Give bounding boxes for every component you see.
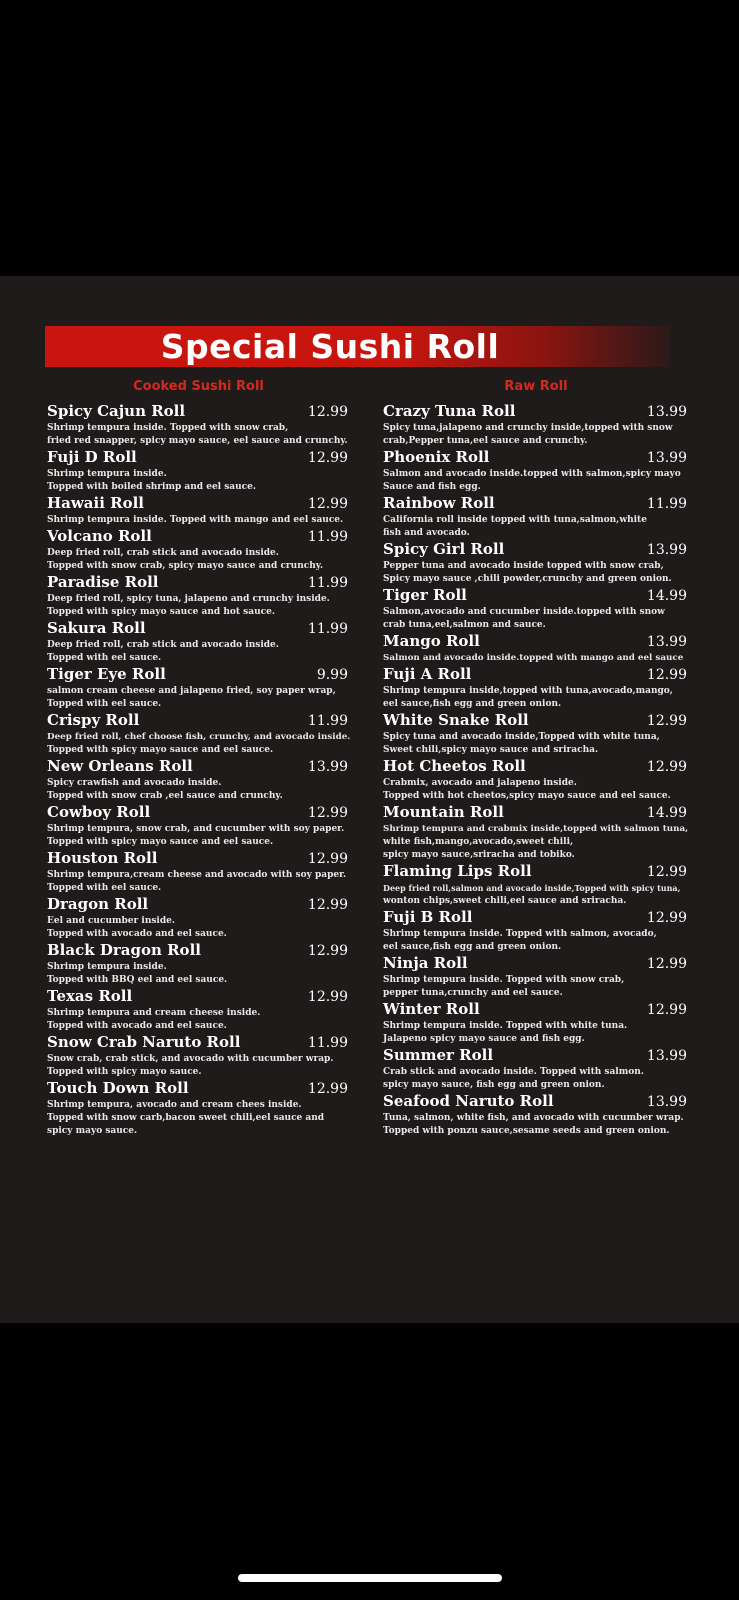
menu-item-description: Topped with boiled shrimp and eel sauce. <box>47 482 256 492</box>
menu-item-header <box>47 402 350 422</box>
menu-item-price: 12.99 <box>646 713 687 729</box>
menu-item-description: Spicy mayo sauce ,chili powder,crunchy and green onion. <box>383 574 672 584</box>
menu-item-description: spicy mayo sauce, fish egg and green onion. <box>383 1080 605 1090</box>
menu-item-name: Rainbow Roll <box>383 494 495 512</box>
menu-item-header <box>47 448 350 468</box>
menu-item-name: Crispy Roll <box>47 711 140 729</box>
menu-item-name: Ninja Roll <box>383 954 468 972</box>
menu-item-header <box>47 941 350 961</box>
menu-item-name: Hot Cheetos Roll <box>383 757 526 775</box>
menu-item-name: Tiger Eye Roll <box>47 665 166 683</box>
menu-item <box>47 527 350 573</box>
menu-item-price: 12.99 <box>646 910 687 926</box>
menu-item-price: 13.99 <box>646 404 687 420</box>
menu-item-description: Crabmix, avocado and jalapeno inside. <box>383 778 577 788</box>
menu-item-name: Flaming Lips Roll <box>383 862 532 880</box>
menu-item <box>47 757 350 803</box>
menu-item-name: Texas Roll <box>47 987 133 1005</box>
menu-item-description: Topped with eel sauce. <box>47 653 162 663</box>
menu-item-price: 12.99 <box>646 864 687 880</box>
menu-item-description: Shrimp tempura and cream cheese inside. <box>47 1008 261 1018</box>
menu-item <box>383 494 689 540</box>
menu-item-header <box>47 757 350 777</box>
menu-item-price: 12.99 <box>307 851 348 867</box>
menu-item <box>383 402 689 448</box>
menu-item-header <box>47 987 350 1007</box>
menu-item-header <box>47 849 350 869</box>
menu-item-header <box>47 619 350 639</box>
menu-item <box>47 1079 350 1138</box>
menu-item-name: Crazy Tuna Roll <box>383 402 516 420</box>
menu-item-description: Snow crab, crab stick, and avocado with cucumber wrap. <box>47 1054 334 1064</box>
menu-item-description: Deep fried roll, chef choose fish, crunchy, and avocado inside. <box>47 732 351 742</box>
menu-item-name: Snow Crab Naruto Roll <box>47 1033 241 1051</box>
menu-item-description: Topped with avocado and eel sauce. <box>47 1021 227 1031</box>
menu-item-description: Topped with snow crab, spicy mayo sauce and crunchy. <box>47 561 324 571</box>
menu-item-price: 13.99 <box>307 759 348 775</box>
menu-item <box>47 665 350 711</box>
raw-roll-list <box>383 402 689 1138</box>
menu-item-description: crab tuna,eel,salmon and sauce. <box>383 620 546 630</box>
menu-item-description: Eel and cucumber inside. <box>47 916 176 926</box>
menu-item-name: Touch Down Roll <box>47 1079 189 1097</box>
menu-item-description: Topped with ponzu sauce,sesame seeds and green onion. <box>383 1126 670 1136</box>
menu-item <box>383 540 689 586</box>
menu-item <box>47 941 350 987</box>
menu-item-price: 12.99 <box>307 805 348 821</box>
menu-item <box>383 862 689 908</box>
menu-item-price: 14.99 <box>646 805 687 821</box>
menu-item-description: Shrimp tempura inside. <box>47 469 167 479</box>
menu-item-description: spicy mayo sauce,sriracha and tobiko. <box>383 850 575 860</box>
menu-item <box>383 448 689 494</box>
menu-item-header <box>383 908 689 928</box>
menu-item-description: Jalapeno spicy mayo sauce and fish egg. <box>383 1034 585 1044</box>
menu-item-header <box>47 1079 350 1099</box>
menu-item-description: eel sauce,fish egg and green onion. <box>383 699 562 709</box>
menu-item-name: Seafood Naruto Roll <box>383 1092 554 1110</box>
menu-item <box>383 1046 689 1092</box>
menu-item <box>47 711 350 757</box>
menu-item-price: 13.99 <box>646 1094 687 1110</box>
menu-item-description: Shrimp tempura inside,topped with tuna,avocado,mango, <box>383 686 673 696</box>
menu-item-price: 13.99 <box>646 1048 687 1064</box>
menu-item-name: Mango Roll <box>383 632 480 650</box>
menu-item-price: 12.99 <box>307 404 348 420</box>
menu-item-price: 12.99 <box>307 897 348 913</box>
menu-item-name: Fuji D Roll <box>47 448 137 466</box>
menu-item-header <box>47 573 350 593</box>
menu-item-description: Deep fried roll,salmon and avocado inside,Topped with spicy tuna, <box>383 883 681 893</box>
menu-item-description: Topped with avocado and eel sauce. <box>47 929 227 939</box>
menu-item <box>47 803 350 849</box>
menu-item-price: 11.99 <box>307 575 348 591</box>
menu-item-price: 11.99 <box>307 621 348 637</box>
menu-item-header <box>383 803 689 823</box>
menu-item-description: Deep fried roll, spicy tuna, jalapeno and crunchy inside. <box>47 594 330 604</box>
menu-item-description: Topped with snow carb,bacon sweet chili,eel sauce and <box>47 1113 325 1123</box>
menu-item-price: 11.99 <box>646 496 687 512</box>
menu-item-description: Tuna, salmon, white fish, and avocado with cucumber wrap. <box>383 1113 684 1123</box>
menu-item-description: Spicy tuna and avocado inside,Topped with white tuna, <box>383 732 660 742</box>
menu-item-price: 13.99 <box>646 634 687 650</box>
menu-item-name: Winter Roll <box>383 1000 480 1018</box>
menu-item-description: Topped with spicy mayo sauce and eel sauce. <box>47 837 274 847</box>
menu-item-description: salmon cream cheese and jalapeno fried, soy paper wrap, <box>47 686 336 696</box>
menu-item-name: Dragon Roll <box>47 895 149 913</box>
menu-item-name: New Orleans Roll <box>47 757 193 775</box>
menu-item-description: Salmon and avocado inside.topped with salmon,spicy mayo <box>383 469 681 479</box>
menu-item-description: Shrimp tempura and crabmix inside,topped with salmon tuna, <box>383 824 689 834</box>
menu-item <box>47 987 350 1033</box>
menu-item-name: Spicy Cajun Roll <box>47 402 186 420</box>
menu-item-price: 12.99 <box>646 667 687 683</box>
menu-item-price: 9.99 <box>316 667 348 683</box>
menu-item-description: Spicy crawfish and avocado inside. <box>47 778 222 788</box>
menu-item-description: Topped with spicy mayo sauce. <box>47 1067 202 1077</box>
menu-item-price: 13.99 <box>646 542 687 558</box>
menu-item-description: Shrimp tempura inside. Topped with mango and eel sauce. <box>47 515 344 525</box>
menu-item-name: Fuji A Roll <box>383 665 472 683</box>
menu-item <box>383 632 689 665</box>
menu-item-name: Houston Roll <box>47 849 158 867</box>
menu-item-name: White Snake Roll <box>383 711 529 729</box>
menu-item-price: 13.99 <box>646 450 687 466</box>
menu-item-description: California roll inside topped with tuna,salmon,white <box>383 515 647 525</box>
menu-item <box>47 895 350 941</box>
menu-item-description: Crab stick and avocado inside. Topped with salmon. <box>383 1067 644 1077</box>
cooked-roll-list <box>47 402 350 1138</box>
menu-item-name: Cowboy Roll <box>47 803 151 821</box>
menu-item-name: Hawaii Roll <box>47 494 145 512</box>
menu-item-price: 11.99 <box>307 529 348 545</box>
menu-item-header <box>47 1033 350 1053</box>
menu-item-header <box>47 803 350 823</box>
menu-item-description: Topped with hot cheetos,spicy mayo sauce and eel sauce. <box>383 791 671 801</box>
menu-item-description: Salmon,avocado and cucumber inside.topped with snow <box>383 607 665 617</box>
menu-item-header <box>383 540 689 560</box>
cooked-roll-column <box>47 380 350 1138</box>
menu-item <box>383 711 689 757</box>
menu-item-price: 12.99 <box>307 496 348 512</box>
menu-item-description: Shrimp tempura, avocado and cream chees inside. <box>47 1100 302 1110</box>
menu-card <box>0 276 739 1323</box>
menu-item-description: fish and avocado. <box>383 528 470 538</box>
menu-item-header <box>47 527 350 547</box>
menu-item <box>47 448 350 494</box>
menu-item-description: Topped with spicy mayo sauce and hot sauce. <box>47 607 275 617</box>
menu-item-header <box>47 665 350 685</box>
menu-item-description: Topped with eel sauce. <box>47 699 162 709</box>
menu-item-price: 12.99 <box>307 989 348 1005</box>
menu-item-price: 12.99 <box>307 943 348 959</box>
raw-roll-column <box>383 380 689 1138</box>
menu-item <box>47 1033 350 1079</box>
menu-item-description: Shrimp tempura inside. Topped with snow crab, <box>383 975 625 985</box>
title-banner <box>45 326 670 367</box>
menu-item-header <box>383 1046 689 1066</box>
menu-item <box>383 665 689 711</box>
menu-item <box>383 1092 689 1138</box>
menu-item-description: white fish,mango,avocado,sweet chili, <box>383 837 574 847</box>
menu-item <box>47 619 350 665</box>
menu-item-name: Phoenix Roll <box>383 448 490 466</box>
menu-item-description: Topped with spicy mayo sauce and eel sauce. <box>47 745 274 755</box>
menu-item-description: crab,Pepper tuna,eel sauce and crunchy. <box>383 436 588 446</box>
menu-item <box>383 803 689 862</box>
menu-item-description: Deep fried roll, crab stick and avocado inside. <box>47 548 279 558</box>
raw-roll-heading: Raw Roll <box>504 379 568 394</box>
menu-item-description: Deep fried roll, crab stick and avocado inside. <box>47 640 279 650</box>
menu-item <box>383 757 689 803</box>
menu-item-description: Shrimp tempura inside. Topped with white tuna. <box>383 1021 628 1031</box>
menu-item-description: pepper tuna,crunchy and eel sauce. <box>383 988 563 998</box>
menu-item-name: Sakura Roll <box>47 619 146 637</box>
menu-item-description: Pepper tuna and avocado inside topped with snow crab, <box>383 561 664 571</box>
menu-item <box>47 402 350 448</box>
menu-item-description: Salmon and avocado inside.topped with mango and eel sauce <box>383 653 684 663</box>
cooked-roll-heading: Cooked Sushi Roll <box>133 379 264 394</box>
menu-item-description: Shrimp tempura,cream cheese and avocado with soy paper. <box>47 870 347 880</box>
menu-item <box>47 494 350 527</box>
menu-item-name: Summer Roll <box>383 1046 494 1064</box>
menu-item <box>383 908 689 954</box>
menu-item-name: Spicy Girl Roll <box>383 540 505 558</box>
menu-item-name: Volcano Roll <box>47 527 152 545</box>
menu-item-description: fried red snapper, spicy mayo sauce, eel sauce and crunchy. <box>47 436 348 446</box>
menu-item-header <box>47 711 350 731</box>
menu-item-header <box>383 586 689 606</box>
menu-item <box>47 573 350 619</box>
menu-item-header <box>383 402 689 422</box>
menu-item-price: 12.99 <box>646 1002 687 1018</box>
menu-item-description: Sweet chili,spicy mayo sauce and sriracha. <box>383 745 599 755</box>
menu-item-price: 12.99 <box>307 450 348 466</box>
menu-item-description: eel sauce,fish egg and green onion. <box>383 942 562 952</box>
menu-item-name: Black Dragon Roll <box>47 941 201 959</box>
menu-item-header <box>383 711 689 731</box>
menu-item-description: spicy mayo sauce. <box>47 1126 138 1136</box>
menu-item-header <box>383 665 689 685</box>
menu-title: Special Sushi Roll <box>160 327 500 366</box>
menu-item-header <box>383 1092 689 1112</box>
menu-item-description: Topped with eel sauce. <box>47 883 162 893</box>
menu-item <box>383 586 689 632</box>
menu-item-header <box>383 448 689 468</box>
menu-item-header <box>383 757 689 777</box>
menu-item <box>47 849 350 895</box>
menu-item-description: wonton chips,sweet chili,eel sauce and sriracha. <box>383 896 627 906</box>
menu-item-price: 12.99 <box>646 759 687 775</box>
home-indicator[interactable] <box>238 1574 502 1582</box>
menu-item-description: Topped with snow crab ,eel sauce and crunchy. <box>47 791 283 801</box>
menu-item-description: Shrimp tempura inside. <box>47 962 167 972</box>
menu-item-description: Shrimp tempura inside. Topped with salmon, avocado, <box>383 929 657 939</box>
menu-item-header <box>383 632 689 652</box>
menu-item-header <box>383 862 689 882</box>
menu-item-price: 12.99 <box>307 1081 348 1097</box>
menu-item <box>383 954 689 1000</box>
menu-item-name: Paradise Roll <box>47 573 159 591</box>
menu-item-header <box>383 1000 689 1020</box>
menu-item-header <box>47 895 350 915</box>
menu-item-description: Shrimp tempura inside. Topped with snow crab, <box>47 423 289 433</box>
menu-item-price: 12.99 <box>646 956 687 972</box>
menu-item-header <box>383 494 689 514</box>
menu-item-name: Fuji B Roll <box>383 908 473 926</box>
menu-item-description: Shrimp tempura, snow crab, and cucumber with soy paper. <box>47 824 345 834</box>
menu-item-name: Mountain Roll <box>383 803 504 821</box>
menu-item-description: Spicy tuna,jalapeno and crunchy inside,topped with snow <box>383 423 673 433</box>
menu-item <box>383 1000 689 1046</box>
menu-item-price: 14.99 <box>646 588 687 604</box>
menu-item-price: 11.99 <box>307 1035 348 1051</box>
menu-item-description: Sauce and fish egg. <box>383 482 481 492</box>
menu-item-name: Tiger Roll <box>383 586 467 604</box>
menu-item-price: 11.99 <box>307 713 348 729</box>
menu-item-header <box>383 954 689 974</box>
menu-item-description: Topped with BBQ eel and eel sauce. <box>47 975 228 985</box>
menu-item-header <box>47 494 350 514</box>
